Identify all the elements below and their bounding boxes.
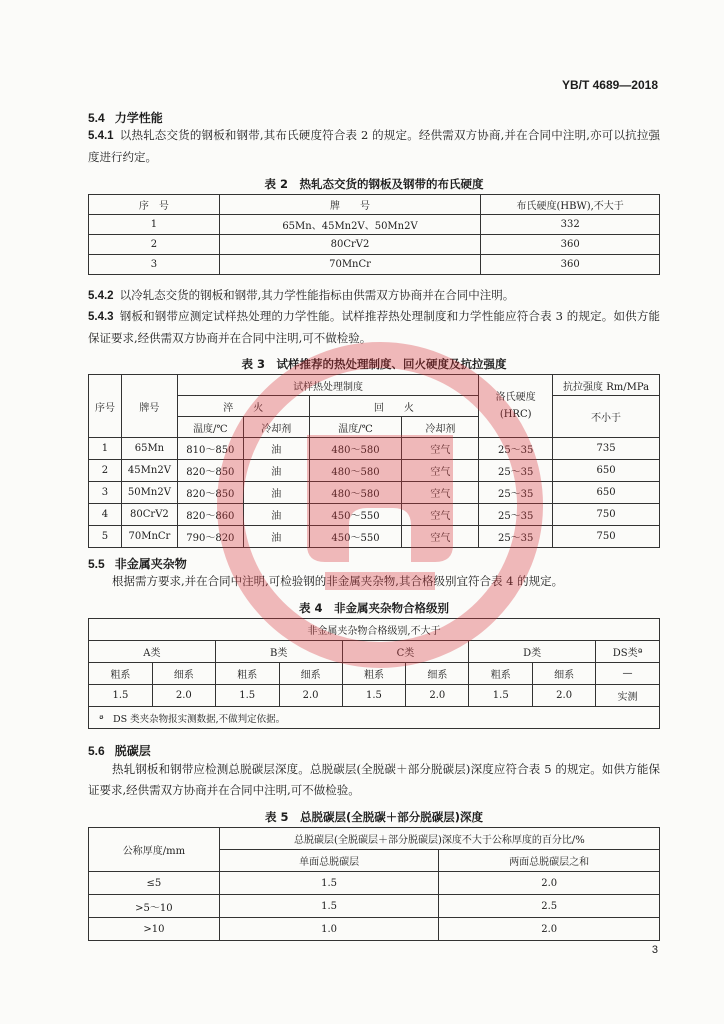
table-cell: 空气 [402,526,479,548]
table-header-cell: 序号 [89,375,122,438]
table-5 [88,827,660,941]
clause-text: 钢板和钢带应测定试样热处理的力学性能。试样推荐热处理制度和力学性能应符合表 3 的规定。如供方能保证要求,经供需双方协商并在合同中注明,可不做检验。 [88,309,660,345]
table-header-cell: 总脱碳层(全脱碳层＋部分脱碳层)深度不大于公称厚度的百分比/% [219,828,659,850]
table-header-cell: 洛氏硬度 (HRC) [479,375,553,438]
table-cell: 480～580 [309,438,402,460]
table-header-cell: 两面总脱碳层之和 [439,850,660,872]
table-cell: 1 [89,438,122,460]
table-header-cell: 序 号 [89,195,220,215]
table-header-cell: B类 [215,641,342,663]
table-header-cell: 温度/℃ [177,417,243,438]
table-cell: 450～550 [309,504,402,526]
table-cell: ≤5 [89,872,220,895]
table-cell: 空气 [402,482,479,504]
table-cell: 360 [481,255,660,275]
table-header-cell: 非金属夹杂物合格级别,不大于 [89,619,660,641]
table-5-caption: 表 5 总脱碳层(全脱碳＋部分脱碳层)深度 [264,810,483,824]
table-cell: 820～860 [177,504,243,526]
table-cell: 2 [89,460,122,482]
table-cell: 2.0 [279,685,342,707]
table-cell: 360 [481,235,660,255]
table-header-cell: 冷却剂 [243,417,309,438]
table-cell: 1.5 [342,685,406,707]
table-row [89,663,660,685]
table-row [89,460,660,482]
table-cell: 2.0 [406,685,469,707]
table-cell: 1 [89,215,220,235]
clause-number: 5.4.1 [88,130,114,142]
table-cell: 820～850 [177,482,243,504]
table-header-cell: 回 火 [309,396,479,417]
table-cell: 80CrV2 [121,504,177,526]
table-header-cell: 试样热处理制度 [177,375,478,396]
table-2-caption: 表 2 热轧态交货的钢板及钢带的布氏硬度 [264,177,484,191]
table-cell: 空气 [402,504,479,526]
section-number: 5.4 [88,111,105,125]
page-number: 3 [651,944,658,956]
table-cell: 1.5 [215,685,279,707]
table-cell: 1.0 [219,918,439,941]
table-header-cell: 不小于 [553,396,660,438]
table-cell: 25～35 [479,482,553,504]
table-row [89,482,660,504]
table-row [89,235,660,255]
table-cell: 3 [89,482,122,504]
table-cell: 332 [481,215,660,235]
table-cell: 650 [553,482,660,504]
table-row [89,438,660,460]
table-header-cell: 公称厚度/mm [89,828,220,872]
section-5-5-heading [88,555,187,572]
table-cell: 细系 [533,663,596,685]
table-cell: 25～35 [479,504,553,526]
table-cell: 70MnCr [219,255,481,275]
table-row [89,685,660,707]
table-header-cell: A类 [89,641,216,663]
table-cell: 45Mn2V [121,460,177,482]
table-cell: 450～550 [309,526,402,548]
table-cell: 3 [89,255,220,275]
table-cell: — [596,663,660,685]
table-cell: 25～35 [479,526,553,548]
table-cell: 油 [243,504,309,526]
table-cell: 油 [243,460,309,482]
table-cell: 油 [243,438,309,460]
table-4-caption: 表 4 非金属夹杂物合格级别 [298,601,449,615]
table-cell: 820～850 [177,460,243,482]
table-cell: 2.0 [533,685,596,707]
table-cell: 空气 [402,460,479,482]
table-row [89,872,660,895]
clause-text: 以冷轧态交货的钢板和钢带,其力学性能指标由供需双方协商并在合同中注明。 [119,288,515,302]
section-title: 力学性能 [114,111,163,125]
table-cell: 2 [89,235,220,255]
table-cell: 790～820 [177,526,243,548]
table-cell: 空气 [402,438,479,460]
table-cell: 油 [243,482,309,504]
table-cell: 70MnCr [121,526,177,548]
paragraph-5-4-1 [88,125,660,168]
table-header-cell: DS类ª [596,641,660,663]
table-header-cell: 牌 号 [219,195,481,215]
table-cell: 粗系 [89,663,153,685]
table-row [89,918,660,941]
table-header-cell: 温度/℃ [309,417,402,438]
table-cell: 实测 [596,685,660,707]
paragraph-5-4-3 [88,306,660,349]
table-cell: 50Mn2V [121,482,177,504]
section-5-4-heading [88,109,163,126]
table-footnote: ª DS 类夹杂物报实测数据,不做判定依据。 [89,707,660,729]
section-title: 非金属夹杂物 [114,557,187,571]
standard-code: YB/T 4689—2018 [561,78,658,92]
table-cell: 650 [553,460,660,482]
table-header-cell: C类 [342,641,469,663]
table-cell: 1.5 [469,685,533,707]
table-cell: 2.0 [439,918,660,941]
table-row [89,215,660,235]
table-cell: 粗系 [215,663,279,685]
table-cell: 25～35 [479,438,553,460]
table-cell: 细系 [152,663,215,685]
table-header-cell: 抗拉强度 Rm/MPa [553,375,660,396]
table-row [89,895,660,918]
table-cell: 810～850 [177,438,243,460]
table-cell: 1.5 [219,895,439,918]
section-number: 5.6 [88,744,105,758]
table-cell: 1.5 [219,872,439,895]
table-cell: 4 [89,504,122,526]
table-cell: >5～10 [89,895,220,918]
clause-number: 5.4.3 [88,311,114,323]
table-cell: 735 [553,438,660,460]
paragraph-5-4-2 [88,285,660,307]
section-5-6-heading [88,742,151,759]
table-3-caption: 表 3 试样推荐的热处理制度、回火硬度及抗拉强度 [241,357,507,371]
table-header-cell: 单面总脱碳层 [219,850,439,872]
table-cell: 750 [553,526,660,548]
table-cell: 细系 [406,663,469,685]
table-row [89,255,660,275]
table-row [89,526,660,548]
table-header-cell: 布氏硬度(HBW),不大于 [481,195,660,215]
table-cell: 480～580 [309,460,402,482]
paragraph-5-5: 根据需方要求,并在合同中注明,可检验钢的非金属夹杂物,其合格级别宜符合表 4 的规定。 [112,574,564,588]
clause-number: 5.4.2 [88,290,114,302]
table-cell: 粗系 [469,663,533,685]
table-3 [88,374,660,548]
table-cell: 5 [89,526,122,548]
table-cell: 65Mn、45Mn2V、50Mn2V [219,215,481,235]
table-cell: 油 [243,526,309,548]
table-cell: 25～35 [479,460,553,482]
table-cell: 80CrV2 [219,235,481,255]
table-cell: 750 [553,504,660,526]
table-4 [88,618,660,729]
table-header-cell: 牌号 [121,375,177,438]
table-header-cell: D类 [469,641,596,663]
table-cell: 65Mn [121,438,177,460]
table-header-cell: 淬 火 [177,396,309,417]
section-title: 脱碳层 [114,744,151,758]
table-cell: 细系 [279,663,342,685]
table-cell: 480～580 [309,482,402,504]
table-row [89,504,660,526]
table-cell: 2.0 [439,872,660,895]
clause-text: 以热轧态交货的钢板和钢带,其布氏硬度符合表 2 的规定。经供需双方协商,并在合同中注明,亦可以抗拉强度进行约定。 [88,128,660,164]
table-2 [88,194,660,275]
table-cell: 1.5 [89,685,153,707]
table-header-cell: 冷却剂 [402,417,479,438]
table-cell: 2.0 [152,685,215,707]
table-cell: 粗系 [342,663,406,685]
paragraph-5-6: 热轧钢板和钢带应检测总脱碳层深度。总脱碳层(全脱碳＋部分脱碳层)深度应符合表 5 的规定。如供方能保证要求,经供需双方协商并在合同中注明,可不做检验。 [88,762,660,797]
table-cell: 2.5 [439,895,660,918]
section-number: 5.5 [88,557,105,571]
table-cell: >10 [89,918,220,941]
